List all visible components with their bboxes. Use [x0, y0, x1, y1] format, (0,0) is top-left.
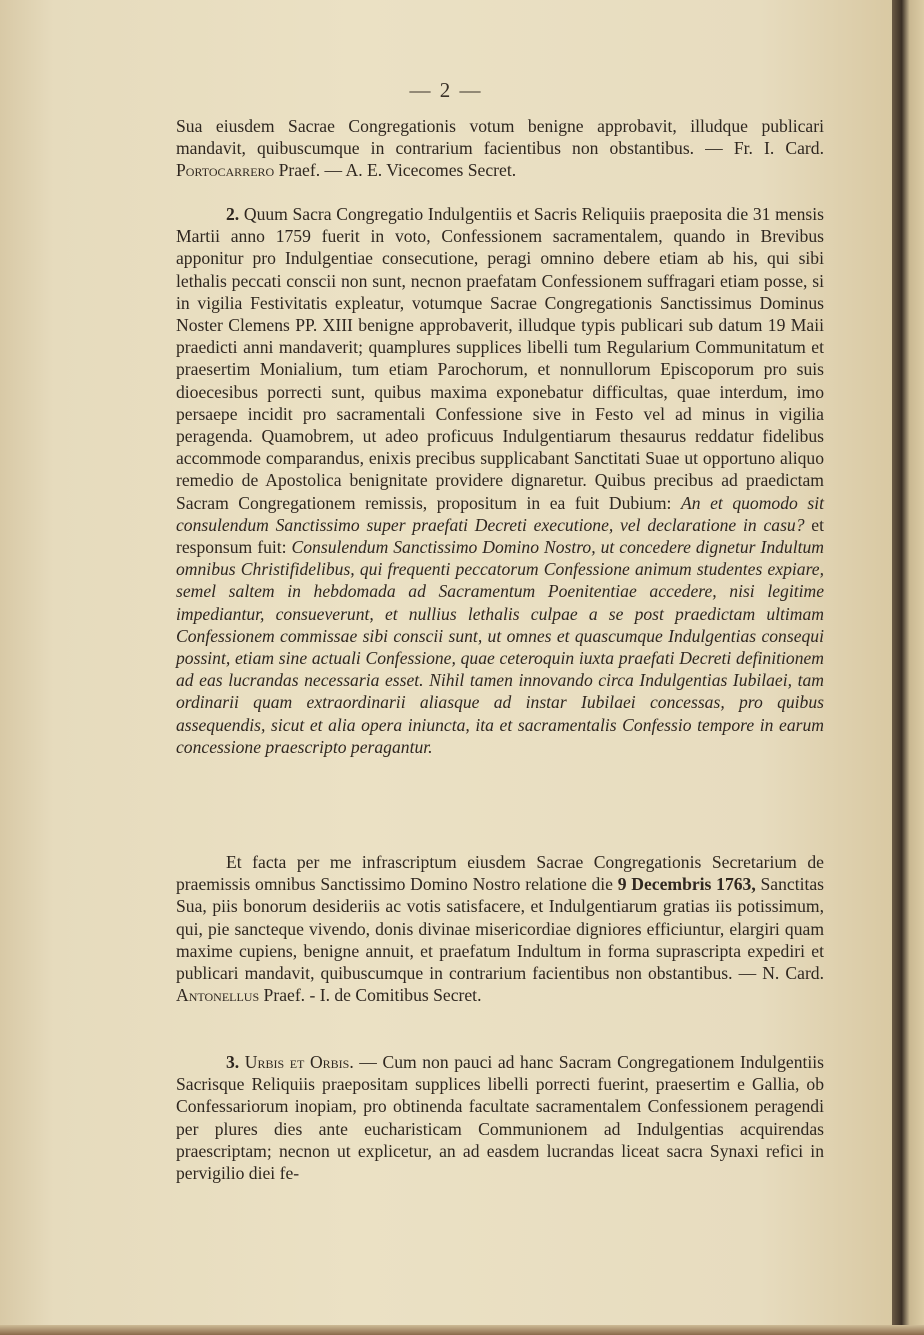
decree-date: 9 Decembris 1763,	[617, 874, 756, 895]
item-number-3: 3.	[226, 1052, 240, 1072]
paragraph-2	[176, 203, 824, 758]
urbis-et-orbis-heading: Urbis et Orbis.	[239, 1052, 354, 1072]
responsum-text: Consulendum Sanctissimo Domino Nostro, ut concedere dignetur Indultum omnibus Christifidelibus, qui frequenti peccatorum Confessione animum studentes expiare, semel saltem in hebdomada ad Sacramentum Poenitentiae accedere, nisi legitime impediantur, consueverunt, et nullius lethalis culpae a se post praedictam ultimam Confessionem commissae sibi conscii sunt, ut omnes et quascumque Indulgentias consequi possint, etiam sine actuali Confessione, quae ceteroquin iuxta praefati Decreti definitionem ad eas lucrandas necessaria esset. Nihil tamen innovando circa Indulgentias Iubilaei, tam ordinarii quam extraordinarii aliasque ad instar Iubilaei concessas, pro quibus assequendis, sicut et alia opera iniuncta, ita et sacramentalis Confessio tempore in earum concessione praescripto peragantur.	[176, 537, 824, 757]
binding-edge	[892, 0, 924, 1335]
responsum-intro: et responsum fuit:	[176, 514, 824, 558]
paragraph-4	[176, 1051, 824, 1184]
item-number-2: 2.	[226, 204, 240, 224]
paragraph-2-text: Quum Sacra Congregatio Indulgentiis et Sacris Reliquiis praeposita die 31 mensis Martii anno 1759 fuerit in voto, Confessionem sacramentalem, quando in Brevibus apponitur pro Indulgentiae consecutione, peragi omnino debere etiam ab his, qui sibi lethalis peccati conscii non sunt, necnon praefatam Confessionem suffragari etiam posse, si in vigilia Festivitatis expleatur, votumque Sacrae Congregationis Sanctissimus Dominus Noster Clemens PP. XIII benigne approbaverit, illudque typis publicari sub datum 19 Maii praedicti anni mandaverit; quamplures supplices libelli tum Regularium Communitatum et praesertim Monialium, tum etiam Parochorum, et nonnullorum Episcoporum pro suis dioecesibus porrecti sunt, quibus maxima exponebatur difficultas, quae interdum, imo persaepe incidit pro sacramentali Confessione sive in Festo vel ad minus in vigilia peragenda. Quamobrem, ut adeo proficuus Indulgentiarum thesaurus reddatur fidelibus accommode comparandus, enixis precibus supplicabant Sanctitati Suae ut opportuno aliquo remedio de Apostolica benignitate providere dignaretur. Quibus precibus ad praedictam Sacram Congregationem remissis, propositum in ea fuit Dubium:	[176, 204, 824, 513]
paragraph-3-text-b: Sanctitas Sua, piis bonorum desideriis ac votis satisfacere, et Indulgentiarum gratias iis potissimum, qui, pie sancteque vivendo, donis divinae misericordiae digniores efficiuntur, elargiri quam maxime cupiens, benigne annuit, et praefatum Indultum in forma suprascripta expediri et publicari mandavit, quibuscumque in contrarium facientibus non obstantibus. — N. Card.	[176, 874, 825, 984]
paragraph-3	[176, 851, 824, 1006]
paragraph-3-tail: Praef. - I. de Comitibus Secret.	[259, 985, 482, 1006]
paragraph-4-text: — Cum non pauci ad hanc Sacram Congregationem Indulgentiis Sacrisque Reliquiis praepositam supplices libelli porrecti fuerint, praesertim e Gallia, ob Confessariorum inopiam, pro obtinenda facultate sacramentalem Confessionem peragendi per plures dies ante eucharisticam Communionem ad Indulgentias acquirendas praescriptam; necnon ut explicetur, an ad easdem lucrandas liceat sacra Synaxi refici in pervigilio diei fe-	[176, 1052, 824, 1184]
dubium-question: An et quomodo sit consulendum Sanctissimo super praefati Decreti executione, vel declaratione in casu?	[176, 492, 825, 535]
page-bottom-edge	[0, 1325, 924, 1335]
signer-antonellus: Antonellus	[176, 985, 260, 1006]
paragraph-1-text: Sua eiusdem Sacrae Congregationis votum benigne approbavit, illudque publicari mandavit, quibuscumque in contrarium facientibus non obstantibus. — Fr. I. Card.	[176, 116, 824, 159]
page-number: — 2 —	[409, 78, 483, 102]
signer-portocarrero: Portocarrero	[176, 160, 275, 181]
paragraph-3-text-a: Et facta per me infrascriptum eiusdem Sacrae Congregationis Secretarium de praemissis omnibus Sanctissimo Domino Nostro relatione die	[176, 852, 824, 895]
paragraph-1	[176, 115, 824, 182]
paragraph-1-tail: Praef. — A. E. Vicecomes Secret.	[274, 160, 517, 181]
